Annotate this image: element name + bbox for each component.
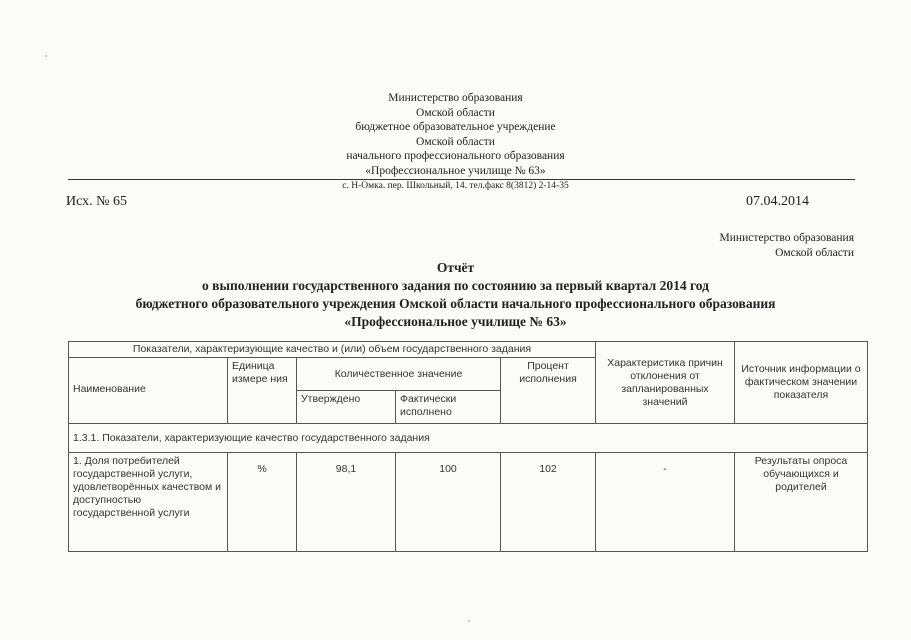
document-date: 07.04.2014 <box>746 194 809 209</box>
letterhead-line: бюджетное образовательное учреждение <box>355 121 556 133</box>
letterhead <box>0 91 911 178</box>
section-row <box>69 424 868 453</box>
percent-cell: 102 <box>501 453 596 552</box>
reason-cell: - <box>596 453 735 552</box>
report-table <box>68 341 868 552</box>
table-header-row <box>69 342 868 358</box>
letterhead-line: Министерство образования <box>388 92 523 104</box>
reasons-header-cell: Характеристика причин отклонения от запланированных значений <box>596 342 735 424</box>
approved-header-cell: Утверждено <box>297 391 396 424</box>
name-header-cell: Наименование <box>69 358 228 424</box>
letterhead-line: начального профессионального образования <box>346 150 565 162</box>
letterhead-address: с. Н-Омка. пер. Школьный, 14. тел.факс 8(3812) 2-14-35 <box>342 181 569 191</box>
letterhead-line: «Профессиональное училище № 63» <box>365 164 546 177</box>
document-title <box>0 259 911 331</box>
table-row <box>69 453 868 552</box>
actual-cell: 100 <box>396 453 501 552</box>
scan-speck <box>45 55 47 57</box>
title-line: Отчёт <box>436 260 475 275</box>
indicator-name-cell: 1. Доля потребителей государственной услуги, удовлетворённых качеством и доступностью государственной услуги <box>69 453 228 552</box>
unit-header-cell: Единица измере ния <box>228 358 297 424</box>
section-label-cell: 1.3.1. Показатели, характеризующие качество государственного задания <box>69 424 868 453</box>
source-cell: Результаты опроса обучающихся и родителей <box>735 453 868 552</box>
title-line: о выполнении государственного задания по состоянию за первый квартал 2014 год <box>202 278 709 293</box>
letterhead-rule <box>68 179 855 180</box>
approved-cell: 98,1 <box>297 453 396 552</box>
recipient <box>720 231 854 260</box>
title-line: «Профессиональное училище № 63» <box>344 314 567 329</box>
letterhead-line: Омской области <box>416 106 495 119</box>
percent-header-cell: Процент исполнения <box>501 358 596 424</box>
recipient-line: Министерство образования <box>719 232 854 244</box>
quantity-header-cell: Количественное значение <box>297 358 501 391</box>
group-header-cell: Показатели, характеризующие качество и (или) объем государственного задания <box>69 342 596 358</box>
source-header-cell: Источник информации о фактическом значении показателя <box>735 342 868 424</box>
scan-speck <box>468 620 470 622</box>
unit-cell: % <box>228 453 297 552</box>
outgoing-number: Исх. № 65 <box>66 194 127 209</box>
letterhead-line: Омской области <box>416 135 495 148</box>
actual-header-cell: Фактически исполнено <box>396 391 501 424</box>
recipient-line: Омской области <box>775 246 854 259</box>
title-line: бюджетного образовательного учреждения Омской области начального профессионального образования <box>135 296 776 311</box>
